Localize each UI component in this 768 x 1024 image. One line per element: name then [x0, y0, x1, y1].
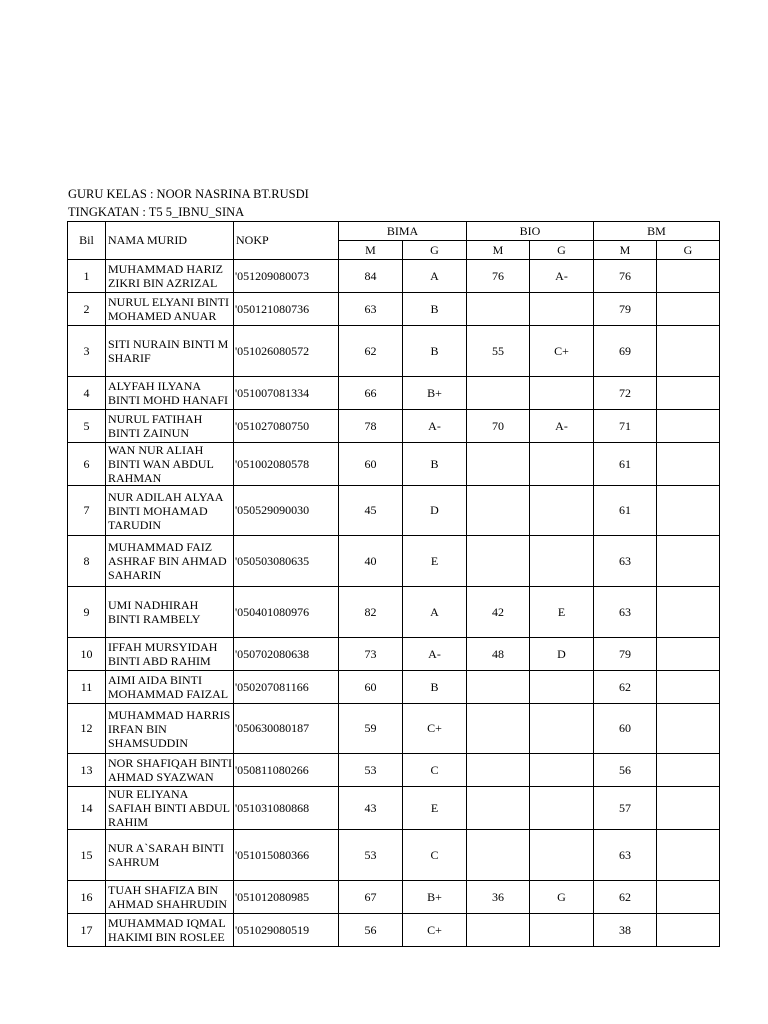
- row-bima-g: C: [403, 754, 467, 787]
- student-name: NURUL FATIHAH BINTI ZAINUN: [108, 412, 203, 440]
- row-bio-m: [467, 914, 530, 947]
- row-bio-m: 42: [467, 587, 530, 638]
- row-bil: 11: [68, 671, 106, 704]
- row-bio-g: [530, 754, 594, 787]
- row-bima-g: A: [403, 260, 467, 293]
- row-bil: 16: [68, 881, 106, 914]
- row-nama: [106, 410, 234, 443]
- row-nokp: '051015080366: [234, 830, 339, 881]
- row-nama: [106, 671, 234, 704]
- header-bil: Bil: [68, 222, 106, 260]
- row-bil: 17: [68, 914, 106, 947]
- row-bm-m: 79: [594, 638, 657, 671]
- table-row: [68, 587, 720, 638]
- row-bima-m: 45: [339, 486, 403, 536]
- row-bm-g: [657, 260, 720, 293]
- header-subject-bio: BIO: [467, 222, 594, 241]
- row-bm-m: 57: [594, 787, 657, 830]
- row-bm-g: [657, 410, 720, 443]
- row-bil: 14: [68, 787, 106, 830]
- row-nama: [106, 486, 234, 536]
- table-row: [68, 443, 720, 486]
- row-bm-m: 60: [594, 704, 657, 754]
- row-nama: [106, 587, 234, 638]
- student-name: WAN NUR ALIAH BINTI WAN ABDUL RAHMAN: [108, 443, 214, 485]
- row-nokp: '050702080638: [234, 638, 339, 671]
- row-bio-m: [467, 830, 530, 881]
- student-name: NOR SHAFIQAH BINTI AHMAD SYAZWAN: [108, 756, 233, 784]
- row-bima-m: 78: [339, 410, 403, 443]
- row-bio-m: 55: [467, 326, 530, 377]
- row-bio-m: [467, 377, 530, 410]
- row-bima-m: 56: [339, 914, 403, 947]
- row-bm-g: [657, 881, 720, 914]
- table-row: [68, 410, 720, 443]
- student-name: MUHAMMAD HARIZ ZIKRI BIN AZRIZAL: [108, 262, 224, 290]
- row-bm-m: 63: [594, 830, 657, 881]
- header-bio-g: G: [530, 241, 594, 260]
- row-bima-m: 53: [339, 754, 403, 787]
- row-bil: 6: [68, 443, 106, 486]
- row-bio-g: [530, 704, 594, 754]
- table-row: [68, 787, 720, 830]
- row-nama: [106, 914, 234, 947]
- row-bil: 3: [68, 326, 106, 377]
- table-row: [68, 638, 720, 671]
- student-name: NUR A`SARAH BINTI SAHRUM: [108, 841, 225, 869]
- row-bima-m: 63: [339, 293, 403, 326]
- row-bm-m: 38: [594, 914, 657, 947]
- row-bil: 9: [68, 587, 106, 638]
- row-bm-m: 69: [594, 326, 657, 377]
- row-bio-m: [467, 754, 530, 787]
- row-bima-m: 66: [339, 377, 403, 410]
- row-nokp: '050529090030: [234, 486, 339, 536]
- row-bm-g: [657, 536, 720, 587]
- row-bm-m: 62: [594, 881, 657, 914]
- row-bima-g: A-: [403, 410, 467, 443]
- row-bio-g: [530, 293, 594, 326]
- table-row: [68, 914, 720, 947]
- row-bm-m: 63: [594, 587, 657, 638]
- header-bm-m: M: [594, 241, 657, 260]
- row-bima-g: B: [403, 443, 467, 486]
- row-nokp: '050630080187: [234, 704, 339, 754]
- row-bil: 2: [68, 293, 106, 326]
- row-bil: 8: [68, 536, 106, 587]
- row-bima-m: 53: [339, 830, 403, 881]
- row-nokp: '051029080519: [234, 914, 339, 947]
- row-nama: [106, 638, 234, 671]
- row-bima-m: 60: [339, 443, 403, 486]
- row-bio-g: [530, 671, 594, 704]
- row-bio-m: [467, 486, 530, 536]
- row-bima-g: D: [403, 486, 467, 536]
- row-bm-g: [657, 377, 720, 410]
- row-bm-m: 56: [594, 754, 657, 787]
- table-row: [68, 293, 720, 326]
- row-bima-m: 73: [339, 638, 403, 671]
- row-nokp: '050503080635: [234, 536, 339, 587]
- table-row: [68, 536, 720, 587]
- row-bio-g: [530, 486, 594, 536]
- row-bm-g: [657, 486, 720, 536]
- row-nokp: '050207081166: [234, 671, 339, 704]
- row-bio-m: 48: [467, 638, 530, 671]
- row-nama: [106, 704, 234, 754]
- row-bio-m: [467, 293, 530, 326]
- row-bil: 13: [68, 754, 106, 787]
- results-table-viewport: [67, 221, 693, 944]
- table-row: [68, 881, 720, 914]
- table-row: [68, 704, 720, 754]
- row-bima-g: C+: [403, 914, 467, 947]
- row-bima-g: E: [403, 536, 467, 587]
- row-nokp: '051007081334: [234, 377, 339, 410]
- student-name: IFFAH MURSYIDAH BINTI ABD RAHIM: [108, 640, 218, 668]
- row-bima-g: A-: [403, 638, 467, 671]
- row-bil: 10: [68, 638, 106, 671]
- row-bima-g: B: [403, 326, 467, 377]
- header-bima-m: M: [339, 241, 403, 260]
- row-bima-m: 84: [339, 260, 403, 293]
- row-nama: [106, 326, 234, 377]
- row-nokp: '051027080750: [234, 410, 339, 443]
- row-bio-m: 36: [467, 881, 530, 914]
- row-nama: [106, 830, 234, 881]
- row-bima-g: B+: [403, 377, 467, 410]
- row-bima-g: E: [403, 787, 467, 830]
- row-bm-g: [657, 326, 720, 377]
- row-bio-g: [530, 830, 594, 881]
- row-nama: [106, 443, 234, 486]
- row-nokp: '051012080985: [234, 881, 339, 914]
- row-bio-m: 70: [467, 410, 530, 443]
- table-row: [68, 754, 720, 787]
- row-bio-g: [530, 443, 594, 486]
- row-bima-m: 62: [339, 326, 403, 377]
- row-bm-g: [657, 671, 720, 704]
- row-bio-m: 76: [467, 260, 530, 293]
- row-nokp: '050121080736: [234, 293, 339, 326]
- class-level-label: TINGKATAN : T5 5_IBNU_SINA: [68, 205, 245, 219]
- row-bm-m: 72: [594, 377, 657, 410]
- row-nokp: '051031080868: [234, 787, 339, 830]
- row-bm-m: 71: [594, 410, 657, 443]
- row-bil: 12: [68, 704, 106, 754]
- row-bil: 5: [68, 410, 106, 443]
- row-bima-m: 67: [339, 881, 403, 914]
- row-bio-g: A-: [530, 410, 594, 443]
- student-name: SITI NURAIN BINTI M SHARIF: [108, 337, 229, 365]
- row-bio-g: G: [530, 881, 594, 914]
- row-nama: [106, 293, 234, 326]
- student-name: NURUL ELYANI BINTI MOHAMED ANUAR: [108, 295, 230, 323]
- table-row: [68, 260, 720, 293]
- row-bio-m: [467, 787, 530, 830]
- row-bm-g: [657, 754, 720, 787]
- row-nama: [106, 881, 234, 914]
- row-bio-g: [530, 787, 594, 830]
- row-bm-m: 76: [594, 260, 657, 293]
- student-name: TUAH SHAFIZA BIN AHMAD SHAHRUDIN: [108, 883, 228, 911]
- row-bio-g: D: [530, 638, 594, 671]
- row-bil: 1: [68, 260, 106, 293]
- row-bima-m: 40: [339, 536, 403, 587]
- row-bio-g: A-: [530, 260, 594, 293]
- header-subject-bima: BIMA: [339, 222, 467, 241]
- row-bio-g: C+: [530, 326, 594, 377]
- header-bio-m: M: [467, 241, 530, 260]
- row-bima-g: B+: [403, 881, 467, 914]
- row-nama: [106, 260, 234, 293]
- row-bil: 4: [68, 377, 106, 410]
- table-row: [68, 486, 720, 536]
- row-bima-g: A: [403, 587, 467, 638]
- row-bm-g: [657, 830, 720, 881]
- row-nama: [106, 754, 234, 787]
- row-bio-m: [467, 704, 530, 754]
- row-bima-g: B: [403, 293, 467, 326]
- row-bima-m: 43: [339, 787, 403, 830]
- row-bio-g: [530, 914, 594, 947]
- student-name: ALYFAH ILYANA BINTI MOHD HANAFI: [108, 379, 228, 407]
- row-bima-g: C+: [403, 704, 467, 754]
- row-bio-g: [530, 536, 594, 587]
- student-name: NUR ADILAH ALYAA BINTI MOHAMAD TARUDIN: [108, 489, 223, 532]
- row-bio-g: E: [530, 587, 594, 638]
- row-bima-m: 59: [339, 704, 403, 754]
- row-bm-m: 62: [594, 671, 657, 704]
- row-nokp: '050811080266: [234, 754, 339, 787]
- row-bima-m: 60: [339, 671, 403, 704]
- row-nama: [106, 377, 234, 410]
- row-bm-g: [657, 638, 720, 671]
- student-name: MUHAMMAD IQMAL HAKIMI BIN ROSLEE: [108, 916, 226, 944]
- student-name: MUHAMMAD HARRIS IRFAN BIN SHAMSUDDIN: [108, 707, 231, 750]
- row-bil: 15: [68, 830, 106, 881]
- row-bm-g: [657, 787, 720, 830]
- row-bio-m: [467, 536, 530, 587]
- header-bima-g: G: [403, 241, 467, 260]
- student-name: MUHAMMAD FAIZ ASHRAF BIN AHMAD SAHARIN: [108, 540, 227, 582]
- class-teacher-label: GURU KELAS : NOOR NASRINA BT.RUSDI: [68, 187, 309, 201]
- row-nama: [106, 787, 234, 830]
- row-bima-g: C: [403, 830, 467, 881]
- table-row: [68, 830, 720, 881]
- row-bima-m: 82: [339, 587, 403, 638]
- row-bm-m: 79: [594, 293, 657, 326]
- student-name: UMI NADHIRAH BINTI RAMBELY: [108, 598, 201, 626]
- row-bil: 7: [68, 486, 106, 536]
- row-bio-m: [467, 443, 530, 486]
- header-nokp: NOKP: [234, 222, 339, 260]
- row-bm-g: [657, 704, 720, 754]
- row-bio-m: [467, 671, 530, 704]
- row-nokp: '050401080976: [234, 587, 339, 638]
- row-bm-g: [657, 293, 720, 326]
- header-nama-murid: NAMA MURID: [106, 222, 234, 260]
- row-bima-g: B: [403, 671, 467, 704]
- row-bm-m: 63: [594, 536, 657, 587]
- table-row: [68, 377, 720, 410]
- row-bm-m: 61: [594, 443, 657, 486]
- student-name: AIMI AIDA BINTI MOHAMMAD FAIZAL: [108, 673, 229, 701]
- header-bm-g: G: [657, 241, 720, 260]
- row-bio-g: [530, 377, 594, 410]
- row-bm-g: [657, 443, 720, 486]
- row-nokp: '051209080073: [234, 260, 339, 293]
- table-row: [68, 671, 720, 704]
- header-subject-bm: BM: [594, 222, 720, 241]
- row-bm-g: [657, 914, 720, 947]
- student-name: NUR ELIYANA SAFIAH BINTI ABDUL RAHIM: [108, 787, 230, 829]
- row-bm-m: 61: [594, 486, 657, 536]
- row-bm-g: [657, 587, 720, 638]
- row-nokp: '051026080572: [234, 326, 339, 377]
- row-nokp: '051002080578: [234, 443, 339, 486]
- row-nama: [106, 536, 234, 587]
- table-row: [68, 326, 720, 377]
- results-table: [67, 221, 720, 947]
